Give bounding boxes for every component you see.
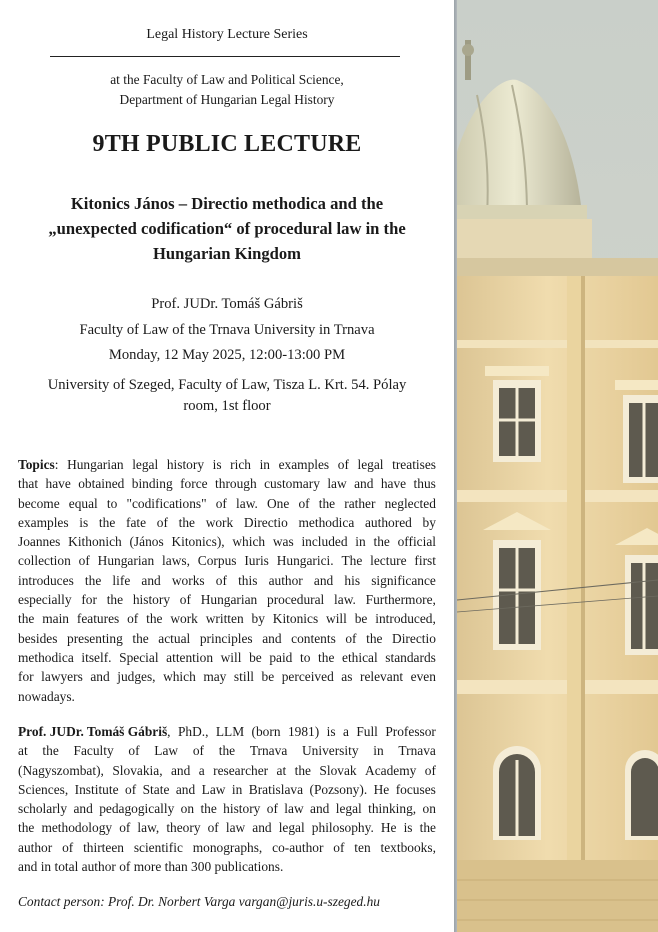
bio-paragraph <box>18 722 436 876</box>
lecture-number-heading: 9TH PUBLIC LECTURE <box>92 131 362 157</box>
department-line: Department of Hungarian Legal History <box>119 92 335 107</box>
paragraph-line: besides presenting the actual principles and contents of the Directio <box>18 630 436 646</box>
contact-line: Contact person: Prof. Dr. Norbert Varga vargan@juris.u-szeged.hu <box>18 894 380 909</box>
paragraph-line: introduces the life and works of this author and his significance <box>18 572 436 588</box>
paragraph-line: scholarly and pedagogically on the history of law and legal thinking, on <box>18 801 436 817</box>
paragraph-line: for lawyers and judges, which may still be perceived as relevant even <box>18 669 436 685</box>
paragraph-line: especially for the history of Hungarian procedural law. Furthermore, <box>18 592 436 608</box>
series-title: Legal History Lecture Series <box>146 27 308 42</box>
paragraph-line: methodica itself. Special attention will be paid to the ethical standards <box>18 649 436 665</box>
building-illustration <box>457 0 658 932</box>
paragraph-line: Joannes Kithonich (János Kitonics), which was included in the official <box>18 534 436 550</box>
paragraph-line: that have obtained binding force through customary law and have thus <box>18 476 436 492</box>
paragraph-line: collection of Hungarian laws, Corpus Iuris Hungarici. The lecture first <box>18 553 436 569</box>
paragraph-line: the main features of the work written by Kitonics will be introduced, <box>18 611 436 627</box>
building-photo <box>457 0 658 932</box>
event-datetime: Monday, 12 May 2025, 12:00-13:00 PM <box>108 347 346 363</box>
lecture-title <box>0 191 454 266</box>
paragraph-line: (Nagyszombat), Slovakia, and a researcher at the Slovak Academy of <box>18 762 436 778</box>
paragraph-line: Topics: Hungarian legal history is rich in examples of legal treatises <box>18 457 436 472</box>
paragraph-line: author of thirteen scientific monographs, co-author of ten textbooks, <box>18 839 436 855</box>
speaker-affiliation: Faculty of Law of the Trnava University in Trnava <box>79 322 375 338</box>
venue-line: room, 1st floor <box>183 398 271 414</box>
faculty-line: at the Faculty of Law and Political Science, <box>110 72 344 87</box>
paragraph-lead: Topics <box>18 457 55 472</box>
paragraph-line: the methodology of law, theory of law and legal philosophy. He is the <box>18 820 436 836</box>
paragraph-line: examples is the fate of the work Directio methodica authored by <box>18 514 436 530</box>
paragraph-line: Prof. JUDr. Tomáš Gábriš, PhD., LLM (born 1981) is a Full Professor <box>18 724 436 739</box>
paragraph-line: nowadays. <box>18 688 75 704</box>
header-divider <box>50 56 400 57</box>
event-venue <box>0 375 454 417</box>
faculty-block <box>0 70 454 110</box>
lecture-title-line: Hungarian Kingdom <box>153 244 301 263</box>
lecture-title-line: Kitonics János – Directio methodica and the <box>70 194 384 213</box>
lecture-title-line: „unexpected codification“ of procedural law in the <box>48 219 406 238</box>
paragraph-line: and in total author of more than 300 publications. <box>18 859 284 875</box>
venue-line: University of Szeged, Faculty of Law, Tisza L. Krt. 54. Pólay <box>47 377 407 393</box>
speaker-name: Prof. JUDr. Tomáš Gábriš <box>151 296 303 312</box>
paragraph-line: become equal to "codifications" of law. One of the rather neglected <box>18 495 436 511</box>
paragraph-lead: Prof. JUDr. Tomáš Gábriš <box>18 724 168 739</box>
topics-paragraph <box>18 455 436 706</box>
paragraph-line: at the Faculty of Law of the Trnava University in Trnava <box>18 743 436 759</box>
paragraph-line: Sciences, Institute of State and Law in Bratislava (Pozsony). He focuses <box>18 781 436 797</box>
